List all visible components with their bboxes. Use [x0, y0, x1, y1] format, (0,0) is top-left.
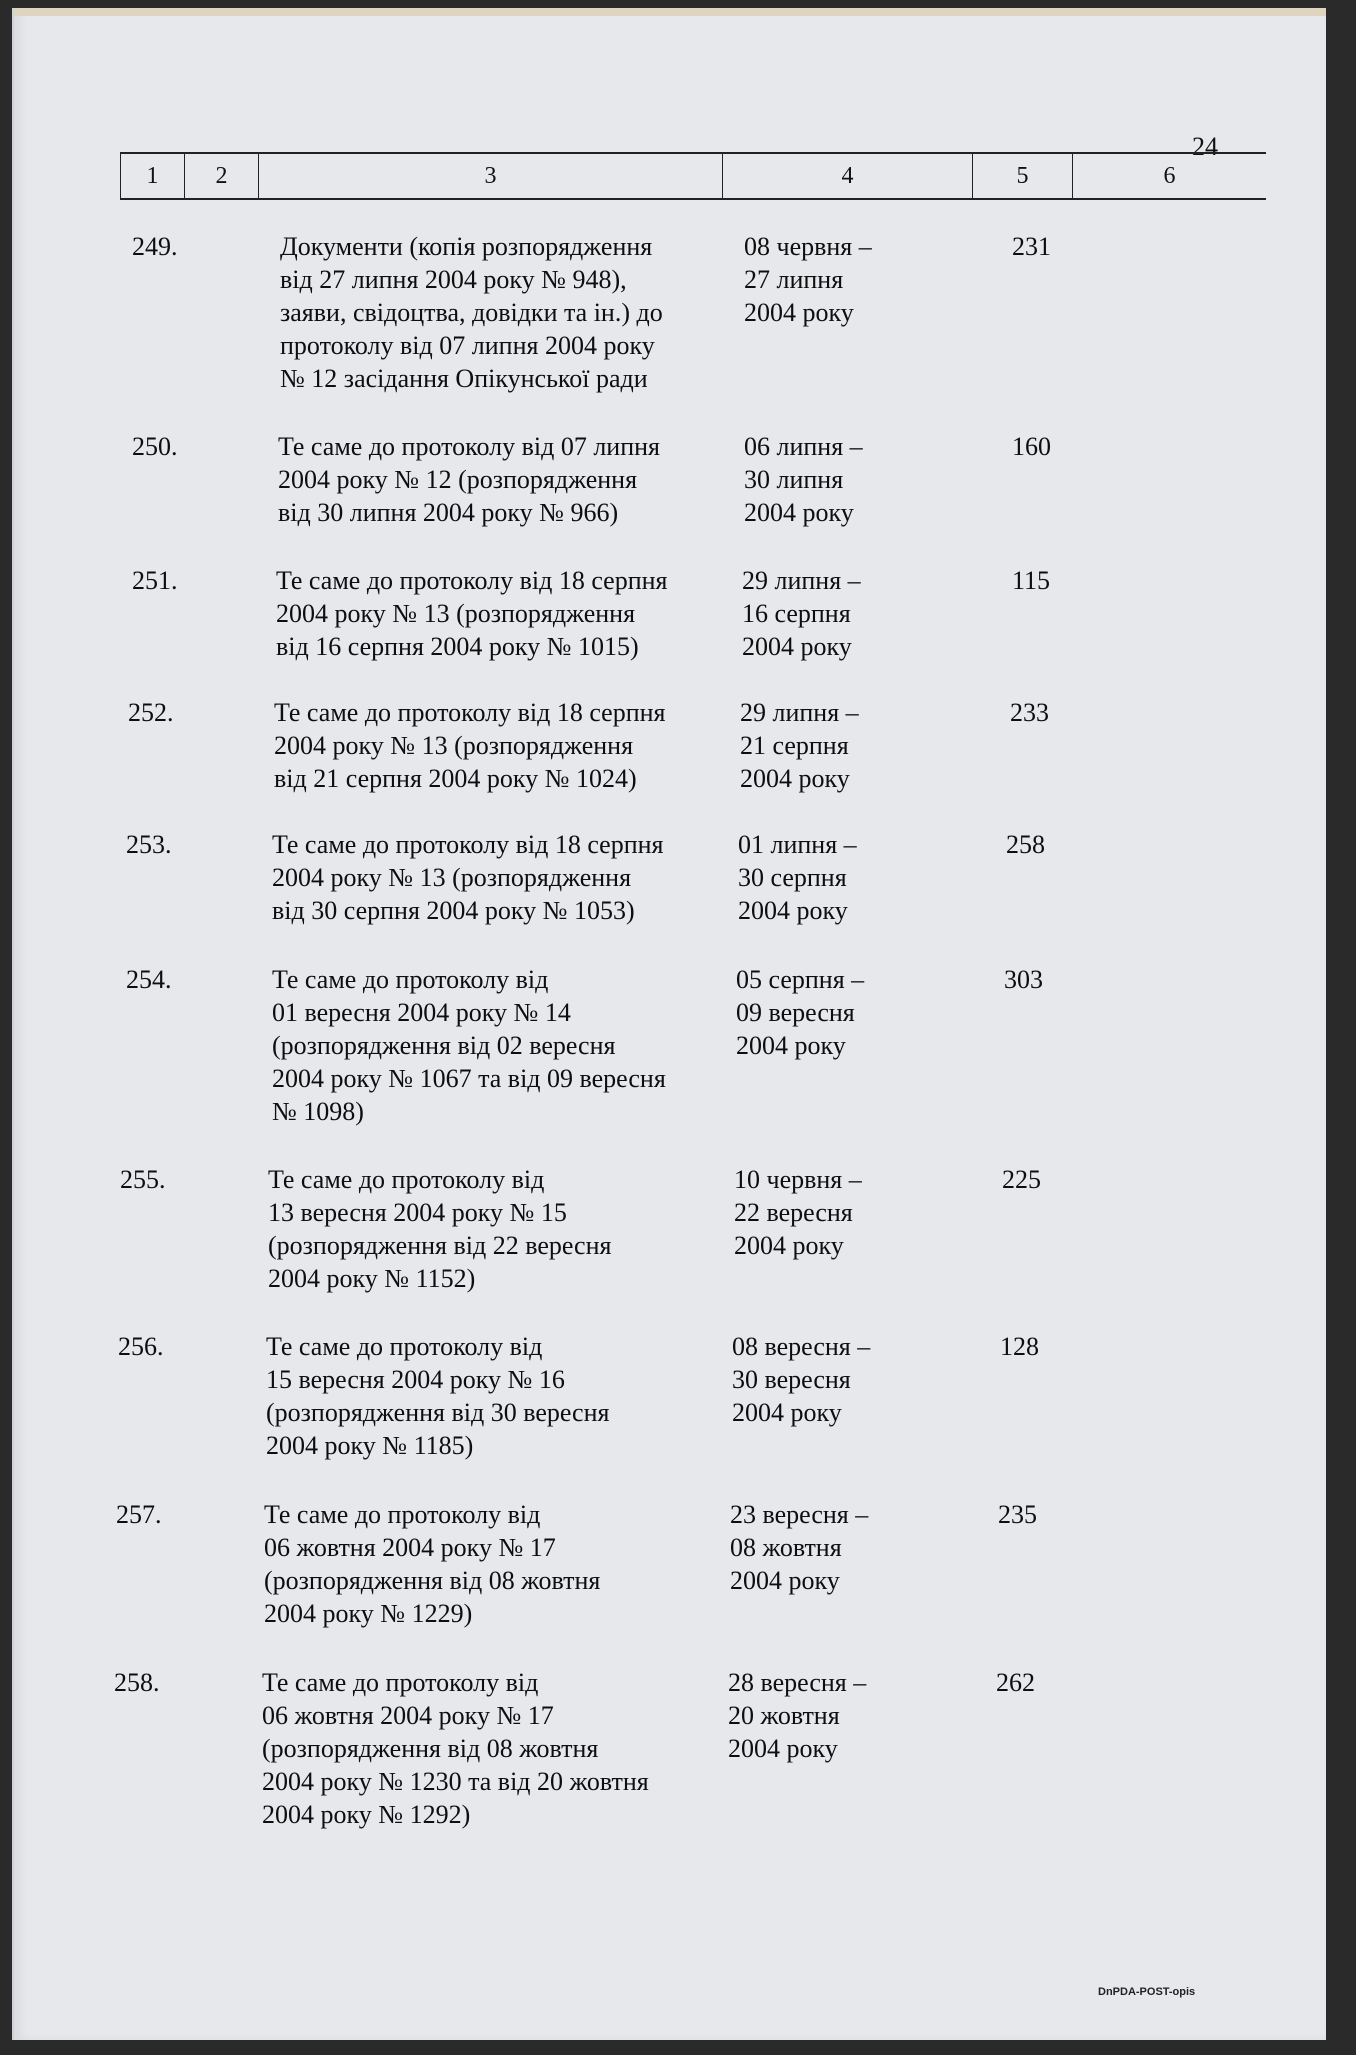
- date-line: 22 вересня: [734, 1198, 853, 1227]
- date-line: 01 липня –: [738, 830, 857, 859]
- description-line: (розпорядження від 30 вересня: [266, 1398, 610, 1427]
- description-line: Те саме до протоколу від 18 серпня: [274, 698, 666, 727]
- entry-number: 258.: [114, 1668, 160, 1697]
- entry-sheet-count: 262: [996, 1668, 1035, 1697]
- date-line: 21 серпня: [740, 731, 849, 760]
- date-line: 2004 року: [744, 298, 854, 327]
- date-line: 30 липня: [744, 465, 844, 494]
- description-line: від 30 липня 2004 року № 966): [278, 498, 619, 527]
- entry-sheet-count: 225: [1002, 1165, 1041, 1194]
- entry-number: 252.: [128, 698, 174, 727]
- description-line: (розпорядження від 08 жовтня: [264, 1566, 601, 1595]
- description-line: 15 вересня 2004 року № 16: [266, 1365, 565, 1394]
- date-line: 08 вересня –: [732, 1332, 871, 1361]
- description-line: від 21 серпня 2004 року № 1024): [274, 764, 637, 793]
- date-line: 2004 року: [740, 764, 850, 793]
- entry-description: [266, 1330, 726, 1462]
- page-top-edge: [14, 8, 1326, 16]
- entry-sheet-count: 128: [1000, 1332, 1039, 1361]
- description-line: 2004 року № 1185): [266, 1431, 474, 1460]
- entry-dates: [736, 963, 936, 1062]
- entry-number: 250.: [132, 432, 178, 461]
- column-header-3: 3: [258, 154, 722, 198]
- description-line: заяви, свідоцтва, довідки та ін.) до: [280, 298, 663, 327]
- description-line: від 30 серпня 2004 року № 1053): [272, 896, 635, 925]
- date-line: 05 серпня –: [736, 965, 865, 994]
- date-line: 30 серпня: [738, 863, 847, 892]
- entry-number: 251.: [132, 566, 178, 595]
- entry-description: [280, 230, 740, 395]
- entry-number: 249.: [132, 232, 178, 261]
- entry-dates: [730, 1498, 930, 1597]
- entry-dates: [728, 1666, 928, 1765]
- description-line: № 1098): [272, 1097, 364, 1126]
- date-line: 2004 року: [736, 1031, 846, 1060]
- date-line: 30 вересня: [732, 1365, 851, 1394]
- entry-description: [262, 1666, 722, 1831]
- description-line: протоколу від 07 липня 2004 року: [280, 331, 655, 360]
- date-line: 2004 року: [728, 1734, 838, 1763]
- entry-sheet-count: 160: [1012, 432, 1051, 461]
- description-line: 2004 року № 13 (розпорядження: [274, 731, 634, 760]
- entry-number: 257.: [116, 1500, 162, 1529]
- description-line: Те саме до протоколу від: [266, 1332, 543, 1361]
- date-line: 27 липня: [744, 265, 844, 294]
- description-line: 2004 року № 1292): [262, 1800, 471, 1829]
- column-header-1: 1: [120, 154, 184, 198]
- date-line: 2004 року: [738, 896, 848, 925]
- date-line: 06 липня –: [744, 432, 863, 461]
- entry-number: 254.: [126, 965, 172, 994]
- date-line: 28 вересня –: [728, 1668, 867, 1697]
- archive-stamp: DnPDA-POST-opis: [1098, 1986, 1196, 1998]
- description-line: 2004 року № 13 (розпорядження: [272, 863, 632, 892]
- date-line: 20 жовтня: [728, 1701, 840, 1730]
- page-number: 24: [1192, 132, 1218, 161]
- entry-sheet-count: 233: [1010, 698, 1049, 727]
- entry-dates: [738, 828, 938, 927]
- description-line: Те саме до протоколу від: [268, 1165, 545, 1194]
- description-line: 01 вересня 2004 року № 14: [272, 998, 571, 1027]
- description-line: Те саме до протоколу від: [272, 965, 549, 994]
- entry-description: [272, 828, 732, 927]
- date-line: 08 жовтня: [730, 1533, 842, 1562]
- entry-description: [278, 430, 738, 529]
- entry-description: [274, 696, 734, 795]
- description-line: № 12 засідання Опікунської ради: [280, 364, 648, 393]
- entry-description: [276, 564, 736, 663]
- date-line: 2004 року: [734, 1231, 844, 1260]
- entry-dates: [742, 564, 942, 663]
- date-line: 2004 року: [730, 1566, 840, 1595]
- entry-sheet-count: 303: [1004, 965, 1043, 994]
- entry-description: [268, 1163, 728, 1295]
- description-line: 13 вересня 2004 року № 15: [268, 1198, 567, 1227]
- description-line: від 27 липня 2004 року № 948),: [280, 265, 627, 294]
- date-line: 29 липня –: [740, 698, 859, 727]
- column-header-5: 5: [972, 154, 1072, 198]
- date-line: 2004 року: [744, 498, 854, 527]
- column-header-row: [120, 152, 1266, 200]
- document-page: [12, 8, 1326, 2040]
- entry-dates: [732, 1330, 932, 1429]
- entry-number: 256.: [118, 1332, 164, 1361]
- description-line: 2004 року № 1152): [268, 1264, 476, 1293]
- entry-description: [264, 1498, 724, 1630]
- date-line: 29 липня –: [742, 566, 861, 595]
- entry-sheet-count: 235: [998, 1500, 1037, 1529]
- date-line: 08 червня –: [744, 232, 872, 261]
- description-line: від 16 серпня 2004 року № 1015): [276, 632, 639, 661]
- entry-sheet-count: 231: [1012, 232, 1051, 261]
- description-line: 2004 року № 12 (розпорядження: [278, 465, 638, 494]
- description-line: Те саме до протоколу від: [262, 1668, 539, 1697]
- column-header-4: 4: [722, 154, 972, 198]
- description-line: 2004 року № 1067 та від 09 вересня: [272, 1064, 666, 1093]
- description-line: Те саме до протоколу від: [264, 1500, 541, 1529]
- date-line: 2004 року: [742, 632, 852, 661]
- entry-description: [272, 963, 732, 1128]
- description-line: 2004 року № 13 (розпорядження: [276, 599, 636, 628]
- description-line: 06 жовтня 2004 року № 17: [262, 1701, 554, 1730]
- description-line: 2004 року № 1230 та від 20 жовтня: [262, 1767, 649, 1796]
- description-line: (розпорядження від 02 вересня: [272, 1031, 616, 1060]
- column-header-2: 2: [184, 154, 258, 198]
- date-line: 09 вересня: [736, 998, 855, 1027]
- description-line: 06 жовтня 2004 року № 17: [264, 1533, 556, 1562]
- entry-dates: [744, 230, 944, 329]
- entry-number: 255.: [120, 1165, 166, 1194]
- description-line: Документи (копія розпорядження: [280, 232, 653, 261]
- column-header-6: 6: [1072, 154, 1266, 198]
- date-line: 16 серпня: [742, 599, 851, 628]
- description-line: Те саме до протоколу від 07 липня: [278, 432, 660, 461]
- description-line: 2004 року № 1229): [264, 1599, 473, 1628]
- description-line: (розпорядження від 08 жовтня: [262, 1734, 599, 1763]
- entry-dates: [740, 696, 940, 795]
- entry-dates: [734, 1163, 934, 1262]
- entry-sheet-count: 115: [1012, 566, 1051, 595]
- date-line: 2004 року: [732, 1398, 842, 1427]
- description-line: Те саме до протоколу від 18 серпня: [276, 566, 668, 595]
- description-line: (розпорядження від 22 вересня: [268, 1231, 612, 1260]
- description-line: Те саме до протоколу від 18 серпня: [272, 830, 664, 859]
- entry-dates: [744, 430, 944, 529]
- date-line: 23 вересня –: [730, 1500, 869, 1529]
- entry-sheet-count: 258: [1006, 830, 1045, 859]
- entry-number: 253.: [126, 830, 172, 859]
- date-line: 10 червня –: [734, 1165, 862, 1194]
